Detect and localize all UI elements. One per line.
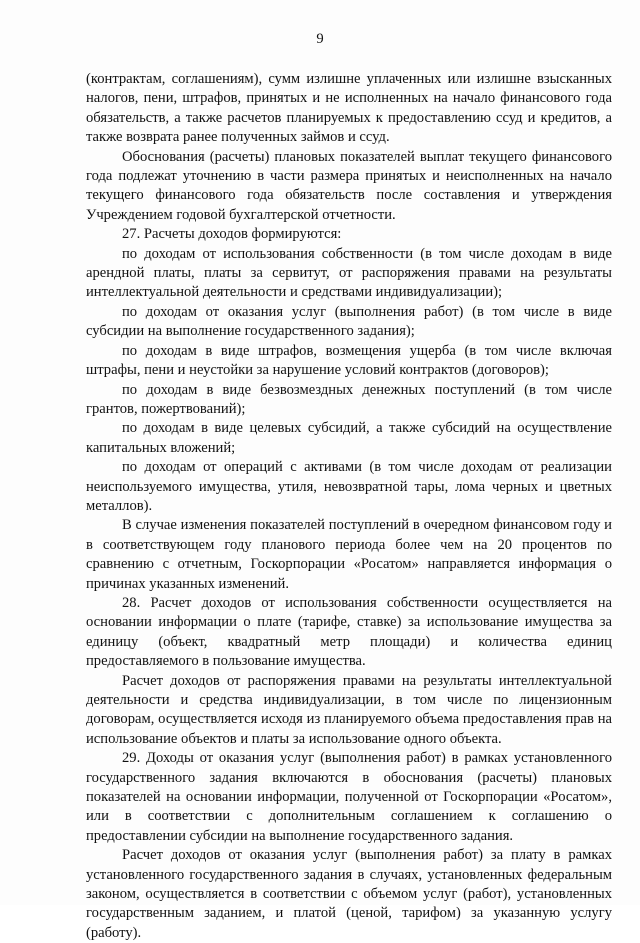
list-item: по доходам в виде штрафов, возмещения ущерба (в том числе включая штрафы, пени и неустойки за нарушение условий контрактов (договоров);: [86, 342, 612, 379]
paragraph: (контрактам, соглашениям), сумм излишне уплаченных или излишне взысканных налогов, пени, штрафов, принятых и не исполненных на начало финансового года обязательств, а также расчетов планируемых к предоставлению ссуд и кредитов, а также возврата ранее полученных займов и ссуд.: [86, 71, 612, 146]
paragraph: Обоснования (расчеты) плановых показателей выплат текущего финансового года подлежат уточнению в части размера принятых и неисполненных на начало текущего финансового года обязательств после составления и утверждения Учреждением годовой бухгалтерской отчетности.: [86, 148, 612, 223]
list-item: по доходам от оказания услуг (выполнения работ) (в том числе в виде субсидии на выполнение государственного задания);: [86, 303, 612, 340]
list-item: по доходам в виде безвозмездных денежных поступлений (в том числе грантов, пожертвований);: [86, 381, 612, 417]
paragraph: В случае изменения показателей поступлений в очередном финансовом году и в соответствующем году планового периода более чем на 20 процентов по сравнению с отчетным, Госкорпорации «Росатом» направляется информация о причинах указанных изменений.: [86, 517, 612, 592]
list-item: по доходам в виде целевых субсидий, а также субсидий на осуществление капитальных вложений;: [86, 420, 612, 456]
document-body: [86, 70, 612, 943]
section-28-paragraph: 28. Расчет доходов от использования собственности осуществляется на основании информации о плате (тарифе, ставке) за использование имущества за единицу (объект, квадратный метр площади) и количества единиц предоставляемого в пользование имущества.: [86, 594, 612, 670]
list-item: по доходам от операций с активами (в том числе доходам от реализации неиспользуемого имущества, утиля, невозвратной тары, лома черных и цветных металлов).: [86, 459, 612, 514]
list-item: по доходам от использования собственности (в том числе доходам в виде арендной платы, платы за сервитут, от распоряжения правами на результаты интеллектуальной деятельности и средствами индивидуализации);: [86, 245, 612, 301]
paragraph: Расчет доходов от распоряжения правами на результаты интеллектуальной деятельности и средства индивидуализации, в том числе по лицензионным договорам, осуществляется исходя из планируемого объема предоставления прав на использование объектов и платы за использование одного объекта.: [86, 672, 612, 747]
section-heading-27: 27. Расчеты доходов формируются:: [122, 226, 342, 243]
section-29-paragraph: 29. Доходы от оказания услуг (выполнения работ) в рамках установленного государственного задания включаются в обоснования (расчеты) плановых показателей на основании информации, полученной от Госкорпорации «Росатом», или в соответствии с дополнительным соглашением к соглашению о предоставлении субсидии на выполнение государственного задания.: [86, 750, 612, 844]
paragraph: Расчет доходов от оказания услуг (выполнения работ) за плату в рамках установленного государственного задания в случаях, установленных федеральным законом, осуществляется в соответствии с объемом услуг (работ), установленных государственным заданием, и платой (ценой, тарифом) за указанную услугу (работу).: [86, 847, 612, 941]
page-number: 9: [316, 31, 324, 47]
